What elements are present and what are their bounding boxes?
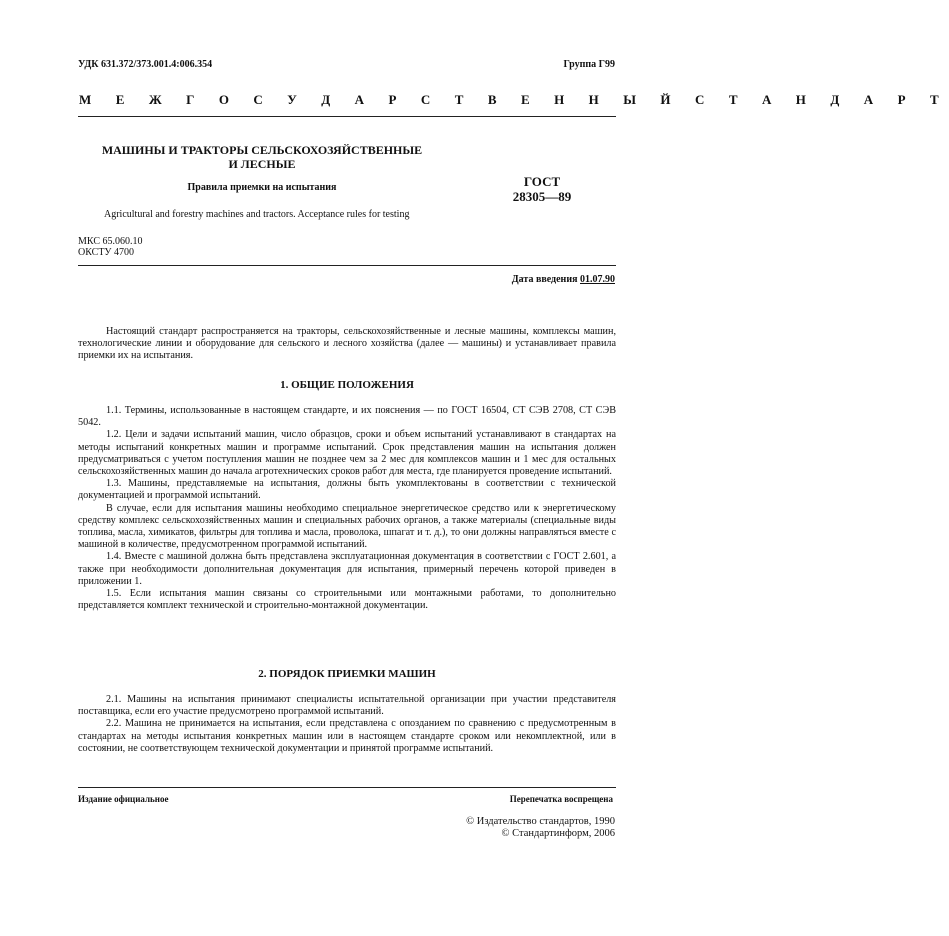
section-2-body bbox=[78, 694, 616, 755]
copyright-block bbox=[466, 816, 615, 840]
intro-text: Настоящий стандарт распространяется на тракторы, сельскохозяйственные и лесные машины, комплексы машин, технологические линии и оборудование для сельского и лесного хозяйства (далее — машины) и устанавливает правила приемки их на испытания. bbox=[78, 326, 616, 362]
paragraph-1-4: 1.4. Вместе с машиной должна быть представлена эксплуатационная документация в соответствии с ГОСТ 2.601, а также при необходимости дополнительная документация для испытания, примерный перечень которой приведен в приложении 1. bbox=[78, 551, 616, 587]
footer-divider bbox=[78, 787, 616, 788]
paragraph-1-3-cont: В случае, если для испытания машины необходимо специальное энергетическое средство или к энергетическому средству комплекс сельскохозяйственных машин и специальных рабочих органов, а также материалы (специальные виды топлива, масла, химикатов, фильтры для топлива и масла, проволока, шпагат и т. д.), то они должны направляться вместе с машиной в количестве, предусмотренном программой испытаний. bbox=[78, 502, 616, 551]
paragraph-1-1: 1.1. Термины, использованные в настоящем стандарте, и их пояснения — по ГОСТ 16504, СТ СЭВ 2708, СТ СЭВ 5042. bbox=[78, 405, 616, 429]
intro-date bbox=[512, 274, 615, 285]
section-2-heading: 2. ПОРЯДОК ПРИЕМКИ МАШИН bbox=[258, 668, 436, 680]
document-subtitle: Правила приемки на испытания bbox=[187, 182, 337, 193]
classification-codes bbox=[78, 236, 142, 258]
gost-label: ГОСТ bbox=[523, 174, 561, 189]
reprint-prohibited: Перепечатка воспрещена bbox=[509, 794, 613, 804]
intro-date-label: Дата введения bbox=[511, 274, 578, 285]
mks-code: МКС 65.060.10 bbox=[78, 236, 143, 247]
okstu-code: ОКСТУ 4700 bbox=[78, 247, 135, 258]
paragraph-2-2: 2.2. Машина не принимается на испытания, если представлена с опозданием по сравнению с предусмотренным в стандартах на методы испытания конкретных машин или в настоящем стандарте сроком или некомплектной, или в состоянии, не соответствующем технической документации и принятой программе испытаний. bbox=[78, 718, 616, 754]
title-line-1: МАШИНЫ И ТРАКТОРЫ СЕЛЬСКОХОЗЯЙСТВЕННЫЕ bbox=[101, 143, 423, 157]
paragraph-1-3: 1.3. Машины, представляемые на испытания, должны быть укомплектованы в соответствии с технической документацией и программой испытаний. bbox=[78, 478, 616, 502]
udk-code: УДК 631.372/373.001.4:006.354 bbox=[78, 59, 213, 70]
gost-number: 28305—89 bbox=[512, 189, 572, 204]
title-line-2: И ЛЕСНЫЕ bbox=[228, 157, 296, 171]
intro-date-value: 01.07.90 bbox=[580, 274, 615, 285]
official-edition: Издание официальное bbox=[78, 794, 169, 804]
paragraph-2-1: 2.1. Машины на испытания принимают специалисты испытательной организации при участии представителя поставщика, если его участие предусмотрено программой испытаний. bbox=[78, 694, 616, 718]
paragraph-1-5: 1.5. Если испытания машин связаны со строительными или монтажными работами, то дополнительно представляется комплект технической и строительно-монтажной документации. bbox=[78, 588, 616, 612]
section-1-heading: 1. ОБЩИЕ ПОЛОЖЕНИЯ bbox=[280, 379, 414, 391]
document-title bbox=[78, 143, 446, 171]
paragraph-1-2: 1.2. Цели и задачи испытаний машин, число образцов, сроки и объем испытаний устанавливают в стандартах на методы испытаний конкретных машин и программе испытаний. Срок представления машин на испытания должен предусматриваться с учетом поступления машин не позднее чем за 2 мес для комплексов машин и 1 мес для остальных сельскохозяйственных машин до начала агротехнических сроков работ для места, где планируется проведение испытаний. bbox=[78, 429, 616, 478]
group-code: Группа Г99 bbox=[563, 59, 615, 70]
header-divider bbox=[78, 116, 616, 117]
section-1-body bbox=[78, 405, 616, 612]
english-title: Agricultural and forestry machines and tractors. Acceptance rules for testing bbox=[104, 209, 410, 220]
gost-designation bbox=[480, 174, 604, 204]
standard-type-banner: М Е Ж Г О С У Д А Р С Т В Е Н Н Ы Й С Т А Н Д А Р Т bbox=[79, 92, 949, 107]
intro-paragraph bbox=[78, 326, 616, 363]
copyright-line-1: © Издательство стандартов, 1990 bbox=[466, 816, 615, 827]
copyright-line-2: © Стандартинформ, 2006 bbox=[501, 828, 615, 839]
title-block-divider bbox=[78, 265, 616, 266]
